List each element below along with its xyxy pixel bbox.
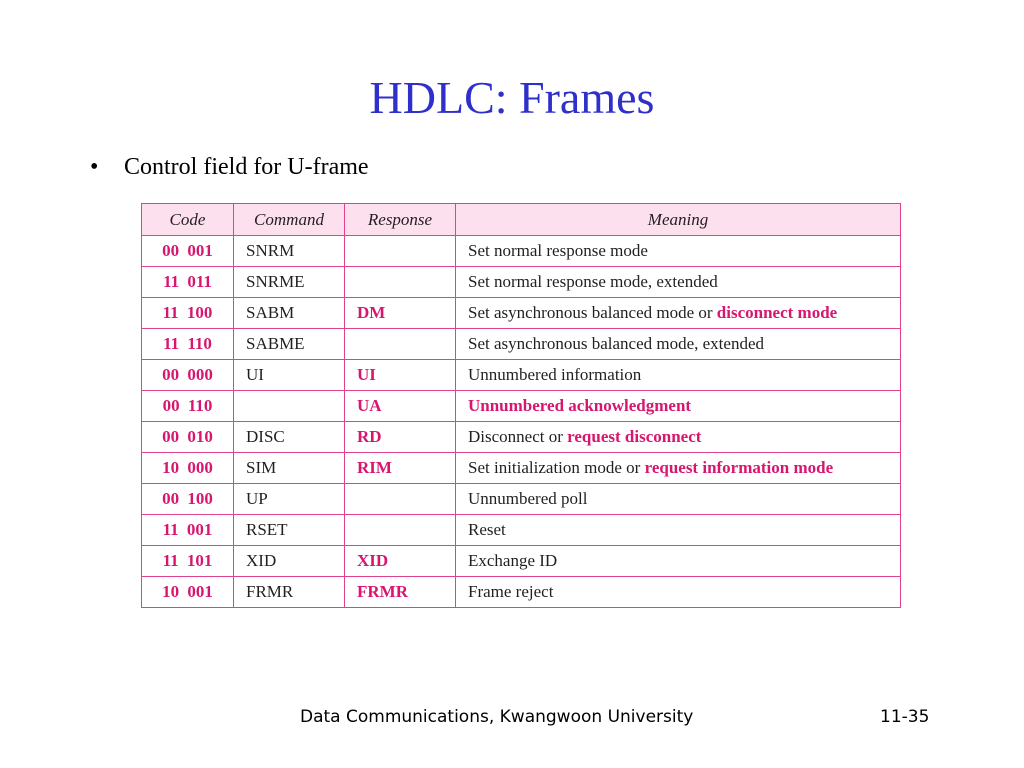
cell-meaning bbox=[456, 267, 901, 298]
meaning-text: Disconnect or bbox=[468, 427, 568, 446]
table-row bbox=[142, 453, 901, 484]
cell-code: 10 000 bbox=[142, 453, 234, 484]
cell-response bbox=[345, 484, 456, 515]
cell-meaning bbox=[456, 360, 901, 391]
cell-meaning bbox=[456, 329, 901, 360]
page-number: 11-35 bbox=[880, 707, 930, 727]
cell-command: UI bbox=[234, 360, 345, 391]
cell-command: SIM bbox=[234, 453, 345, 484]
cell-meaning bbox=[456, 422, 901, 453]
cell-code: 00 010 bbox=[142, 422, 234, 453]
meaning-text: Set initialization mode or bbox=[468, 458, 645, 477]
meaning-text: Set asynchronous balanced mode or bbox=[468, 303, 717, 322]
slide-title: HDLC: Frames bbox=[369, 72, 655, 123]
table-row bbox=[142, 484, 901, 515]
cell-meaning bbox=[456, 453, 901, 484]
cell-command: SABM bbox=[234, 298, 345, 329]
cell-response bbox=[345, 515, 456, 546]
cell-code: 11 110 bbox=[142, 329, 234, 360]
cell-code: 00 110 bbox=[142, 391, 234, 422]
meaning-highlight: Unnumbered acknowledgment bbox=[468, 396, 692, 415]
bullet-mark: • bbox=[90, 154, 99, 180]
cell-response: FRMR bbox=[345, 577, 456, 608]
footer-text: Data Communications, Kwangwoon University bbox=[300, 707, 694, 727]
cell-meaning bbox=[456, 298, 901, 329]
cell-response bbox=[345, 236, 456, 267]
bullet-text: Control field for U-frame bbox=[124, 154, 369, 180]
header-response: Response bbox=[345, 204, 456, 236]
cell-command: DISC bbox=[234, 422, 345, 453]
cell-code: 11 101 bbox=[142, 546, 234, 577]
meaning-text: Unnumbered information bbox=[468, 365, 642, 384]
table-body bbox=[142, 236, 901, 608]
meaning-text: Reset bbox=[468, 520, 506, 539]
header-meaning: Meaning bbox=[456, 204, 901, 236]
meaning-highlight: request disconnect bbox=[567, 427, 702, 446]
cell-response bbox=[345, 267, 456, 298]
cell-response: XID bbox=[345, 546, 456, 577]
cell-meaning bbox=[456, 391, 901, 422]
table-row bbox=[142, 391, 901, 422]
cell-command: SNRME bbox=[234, 267, 345, 298]
table-row bbox=[142, 577, 901, 608]
bullet-item bbox=[90, 152, 369, 182]
meaning-text: Set normal response mode bbox=[468, 241, 648, 260]
table-row bbox=[142, 329, 901, 360]
cell-meaning bbox=[456, 484, 901, 515]
meaning-text: Exchange ID bbox=[468, 551, 558, 570]
cell-command: FRMR bbox=[234, 577, 345, 608]
cell-response: UA bbox=[345, 391, 456, 422]
meaning-text: Set asynchronous balanced mode, extended bbox=[468, 334, 764, 353]
cell-command bbox=[234, 391, 345, 422]
table-row bbox=[142, 298, 901, 329]
cell-command: XID bbox=[234, 546, 345, 577]
cell-command: SNRM bbox=[234, 236, 345, 267]
cell-code: 11 100 bbox=[142, 298, 234, 329]
cell-response: RD bbox=[345, 422, 456, 453]
cell-response bbox=[345, 329, 456, 360]
meaning-highlight: disconnect mode bbox=[716, 303, 838, 322]
table-row bbox=[142, 515, 901, 546]
cell-command: SABME bbox=[234, 329, 345, 360]
table-row bbox=[142, 267, 901, 298]
meaning-text: Set normal response mode, extended bbox=[468, 272, 718, 291]
cell-code: 00 001 bbox=[142, 236, 234, 267]
cell-code: 11 011 bbox=[142, 267, 234, 298]
cell-response: UI bbox=[345, 360, 456, 391]
table-row bbox=[142, 546, 901, 577]
cell-command: UP bbox=[234, 484, 345, 515]
cell-meaning bbox=[456, 236, 901, 267]
cell-command: RSET bbox=[234, 515, 345, 546]
cell-response: DM bbox=[345, 298, 456, 329]
table-row bbox=[142, 360, 901, 391]
meaning-highlight: request information mode bbox=[644, 458, 834, 477]
table-header-row bbox=[142, 204, 901, 236]
table-row bbox=[142, 236, 901, 267]
header-code: Code bbox=[142, 204, 234, 236]
table-row bbox=[142, 422, 901, 453]
cell-meaning bbox=[456, 546, 901, 577]
cell-meaning bbox=[456, 577, 901, 608]
cell-code: 11 001 bbox=[142, 515, 234, 546]
cell-code: 10 001 bbox=[142, 577, 234, 608]
meaning-text: Unnumbered poll bbox=[468, 489, 588, 508]
cell-meaning bbox=[456, 515, 901, 546]
cell-code: 00 000 bbox=[142, 360, 234, 391]
cell-response: RIM bbox=[345, 453, 456, 484]
cell-code: 00 100 bbox=[142, 484, 234, 515]
meaning-text: Frame reject bbox=[468, 582, 554, 601]
u-frame-control-table bbox=[141, 203, 901, 608]
header-command: Command bbox=[234, 204, 345, 236]
